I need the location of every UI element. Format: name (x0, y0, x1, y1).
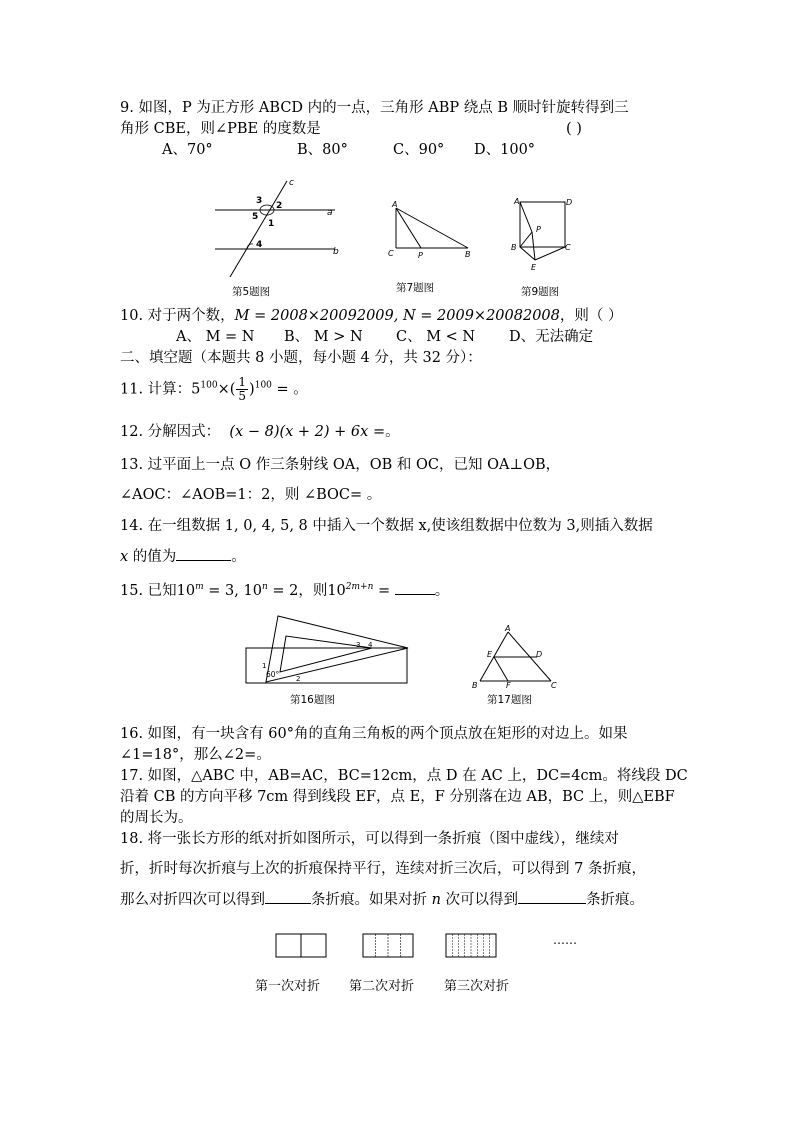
fig7-label-b: B (465, 250, 471, 259)
q10-option-b: B、 M > N (284, 329, 363, 345)
fold-1 (276, 934, 326, 957)
fig17-label-b: B (472, 681, 478, 690)
fig17-label-f: F (506, 681, 511, 690)
q9-answer-paren: ( ) (566, 121, 582, 137)
q10-line1: 10. 对于两个数，M = 2008×20092009, N = 2009×20082008，则（ ） (120, 308, 623, 324)
q18-line1: 18. 将一张长方形的纸对折如图所示，可以得到一条折痕（图中虚线），继续对 (120, 831, 619, 847)
fig5-caption: 第5题图 (232, 286, 271, 298)
q18-line2: 折，折时每次折痕与上次的折痕保持平行，连续对折三次后，可以得到 7 条折痕， (120, 861, 646, 877)
fig17-label-e: E (487, 650, 493, 659)
figure-9-square (505, 192, 585, 274)
q13-line1: 13. 过平面上一点 O 作三条射线 OA，OB 和 OC，已知 OA⊥OB， (120, 457, 561, 473)
q14-line1: 14. 在一组数据 1, 0, 4, 5, 8 中插入一个数据 x,使该组数据中位数为 3,则插入数据 (120, 518, 653, 534)
q9-option-a: A、70° (162, 142, 213, 158)
q17-line2: 沿着 CB 的方向平移 7cm 得到线段 EF，点 E，F 分别落在边 AB，BC 上，则△EBF (120, 789, 675, 805)
q13-line2: ∠AOC：∠AOB=1：2，则 ∠BOC= 。 (120, 487, 382, 503)
fig16-label-1: 1 (262, 662, 267, 670)
q9-option-b: B、80° (297, 142, 348, 158)
q14-line2: x 的值为 。 (120, 546, 246, 567)
fig7-label-c: C (388, 249, 394, 258)
fig17-label-a: A (505, 624, 511, 633)
fold-caption-3: 第三次对折 (444, 979, 510, 994)
fig9-caption: 第9题图 (521, 286, 560, 298)
q18-answer-blank-2[interactable] (518, 889, 586, 904)
fig9-label-c: C (565, 243, 571, 252)
figure-16-rectangle-triangle (240, 610, 415, 690)
q12: 12. 分解因式： (x − 8)(x + 2) + 6x =。 (120, 424, 400, 440)
q9-option-c: C、90° (393, 142, 445, 158)
fold-3 (446, 934, 496, 957)
fig17-label-d: D (536, 650, 543, 659)
fold-caption-2: 第二次对折 (349, 979, 415, 994)
fig7-label-a: A (392, 200, 398, 209)
q16-line2: ∠1=18°，那么∠2=。 (120, 747, 271, 763)
q10-expression: M = 2008×20092009, N = 2009×20082008 (234, 308, 560, 324)
fig9-label-b: B (511, 243, 517, 252)
q17-line3: 的周长为。 (120, 810, 193, 826)
fold-illustrations (270, 930, 510, 962)
fig9-label-d: D (566, 198, 573, 207)
fig5-label-3: 3 (256, 196, 263, 206)
section-2-heading: 二、填空题（本题共 8 小题，每小题 4 分，共 32 分）： (120, 350, 482, 366)
q9-line1: 9. 如图，P 为正方形 ABCD 内的一点，三角形 ABP 绕点 B 顺时针旋转得到三 (120, 100, 629, 116)
fig5-label-b: b (333, 247, 339, 257)
fig16-label-60deg: 60° (266, 670, 280, 679)
q10-option-d: D、无法确定 (509, 329, 594, 345)
q9-option-d: D、100° (474, 142, 536, 158)
q15-answer-blank[interactable] (395, 580, 435, 595)
fig5-label-2: 2 (276, 201, 283, 211)
fig5-label-5: 5 (252, 212, 259, 222)
fold-ellipsis: …… (553, 933, 577, 947)
q15: 15. 已知$10^m = 3$, $10^n = 2$，则$10^{2m+n}$ = 。 (120, 582, 450, 599)
q12-expression: (x − 8)(x + 2) + 6x = (229, 424, 386, 440)
q14-answer-blank[interactable] (176, 546, 231, 561)
q18-answer-blank-1[interactable] (265, 889, 311, 904)
fig9-label-p: P (536, 225, 541, 234)
fig7-caption: 第7题图 (396, 282, 435, 294)
q10-option-c: C、 M < N (396, 329, 476, 345)
fig17-caption: 第17题图 (487, 694, 532, 706)
fig7-label-p: P (418, 251, 423, 260)
fig16-caption: 第16题图 (290, 694, 335, 706)
figure-5-parallel-lines (205, 175, 355, 283)
fig17-label-c: C (551, 681, 557, 690)
fold-2 (363, 934, 413, 957)
q9-line2: 角形 CBE，则∠PBE 的度数是 (120, 121, 321, 137)
fig5-label-a: a (327, 208, 333, 218)
q17-line1: 17. 如图，△ABC 中，AB=AC，BC=12cm，点 D 在 AC 上，DC=4cm。将线段 DC (120, 768, 688, 784)
fig9-label-e: E (531, 263, 537, 272)
fig16-label-2: 2 (296, 675, 301, 683)
fig16-label-4: 4 (368, 641, 373, 649)
fig9-label-a: A (514, 197, 520, 206)
q16-line1: 16. 如图，有一块含有 60°角的直角三角板的两个顶点放在矩形的对边上。如果 (120, 726, 628, 742)
fold-caption-1: 第一次对折 (255, 979, 321, 994)
fig5-label-1: 1 (268, 219, 275, 229)
q11: 11. 计算：$5^{100}\times$( $\frac{1}{5}$ )$^{100}$ = 。 (120, 375, 308, 403)
q11-fraction: $\frac{1}{5}$ (238, 375, 247, 403)
fig5-label-c: c (289, 178, 294, 188)
fig5-label-4: 4 (256, 240, 263, 250)
q10-option-a: A、 M = N (176, 329, 255, 345)
fig16-label-3: 3 (356, 641, 361, 649)
figure-7-triangle (385, 198, 480, 263)
q18-line3: 那么对折四次可以得到 条折痕。如果对折 n 次可以得到 条折痕。 (120, 889, 644, 910)
figure-17-isosceles-triangle (468, 624, 563, 690)
